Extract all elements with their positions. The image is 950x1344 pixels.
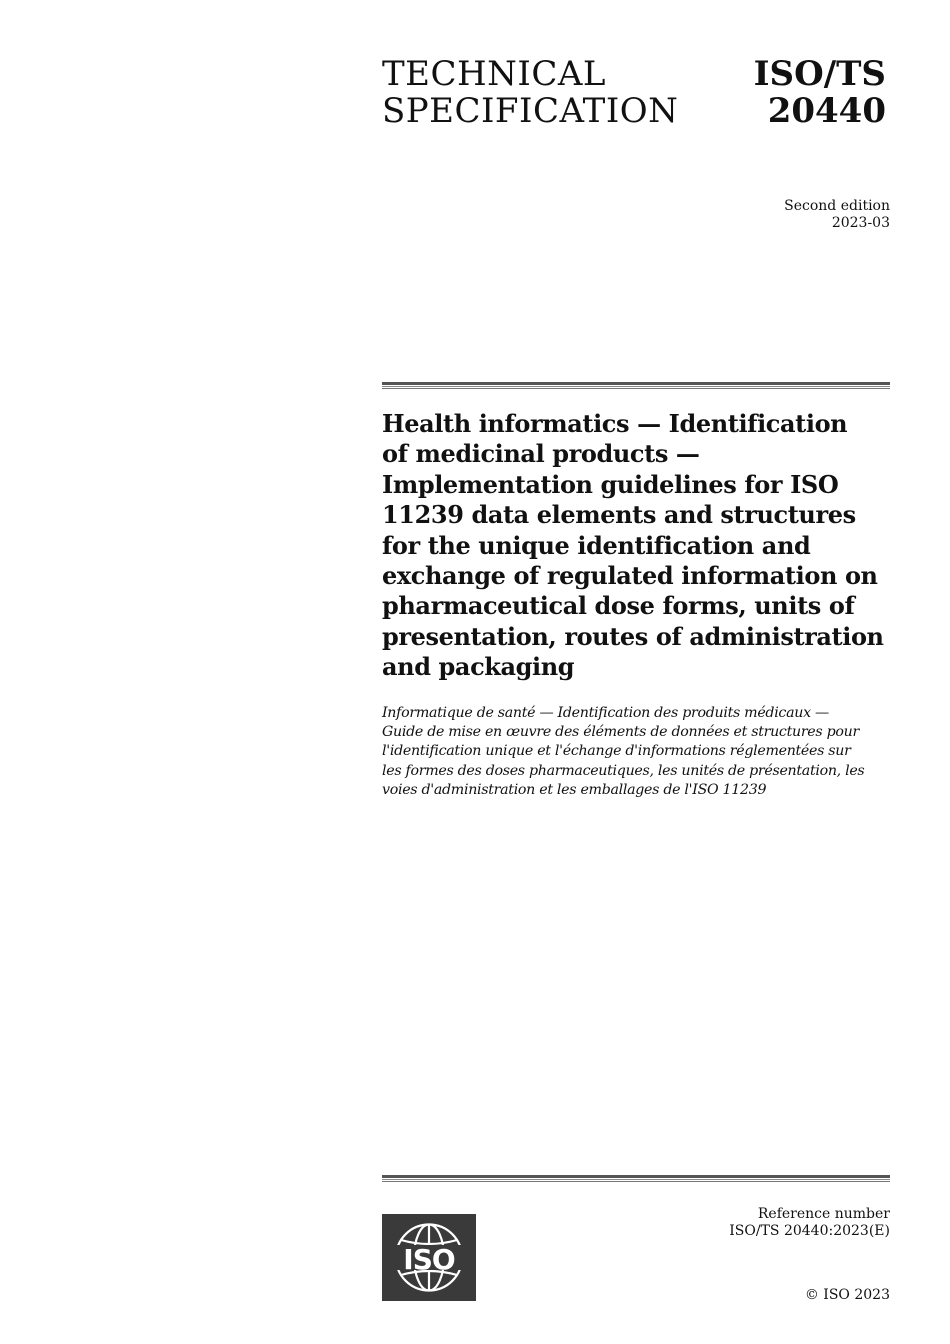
french-title-line: Guide de mise en œuvre des éléments de données et structures pour [382, 724, 859, 741]
edition-date: 2023-03 [831, 215, 890, 231]
document-number [754, 56, 886, 130]
french-title-line: voies d'administration et les emballages de l'ISO 11239 [382, 781, 767, 798]
english-title [382, 409, 897, 683]
copyright-notice: © ISO 2023 [804, 1287, 890, 1303]
edition-info [784, 198, 890, 232]
french-title-line: l'identification unique et l'échange d'informations réglementées sur [382, 743, 851, 760]
french-title-line: Informatique de santé — Identification des produits médicaux — [382, 705, 829, 721]
title-line: Implementation guidelines for ISO [382, 469, 839, 499]
french-title [382, 704, 897, 800]
title-line: exchange of regulated information on [382, 561, 878, 591]
iso-logo-text: ISO [403, 1243, 455, 1276]
iso-logo [382, 1214, 476, 1301]
document-number-line-2: 20440 [767, 91, 886, 131]
edition-label: Second edition [784, 198, 890, 214]
document-number-line-1: ISO/TS [753, 54, 886, 94]
document-type [382, 56, 678, 130]
title-line: and packaging [382, 652, 575, 682]
title-line: 11239 data elements and structures [382, 500, 856, 530]
reference-number: ISO/TS 20440:2023(E) [729, 1223, 890, 1239]
reference-label: Reference number [757, 1206, 890, 1222]
title-line: pharmaceutical dose forms, units of [382, 591, 855, 621]
title-line: presentation, routes of administration [382, 621, 884, 651]
reference-block [729, 1206, 890, 1240]
document-type-line-2: SPECIFICATION [382, 91, 679, 131]
title-line: for the unique identification and [382, 530, 811, 560]
title-line: Health informatics — Identification [382, 409, 848, 438]
document-type-line-1: TECHNICAL [382, 54, 606, 94]
title-line: of medicinal products — [382, 439, 700, 469]
bottom-divider [382, 1175, 890, 1182]
top-divider [382, 382, 890, 389]
french-title-line: les formes des doses pharmaceutiques, les unités de présentation, les [382, 762, 865, 779]
